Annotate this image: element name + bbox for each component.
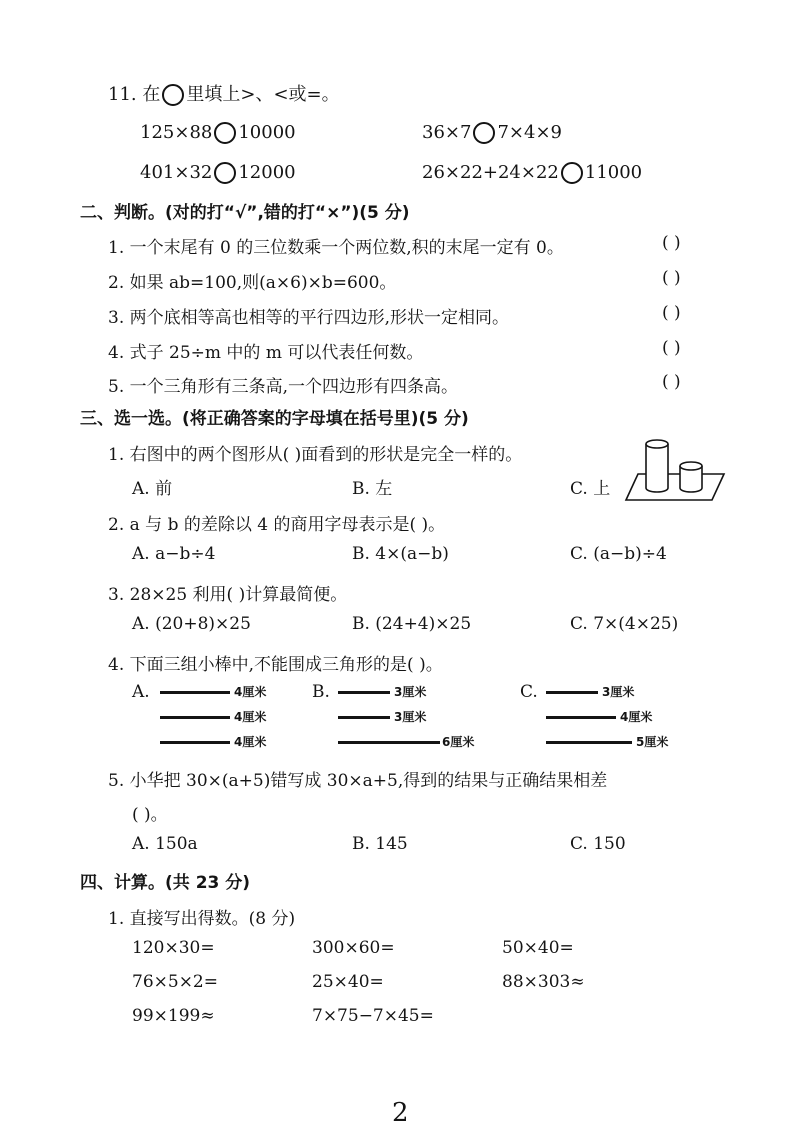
stick-length-label: 4厘米 xyxy=(620,710,653,724)
calc-item: 300×60= xyxy=(312,938,395,958)
section2-title: 二、判断。(对的打“√”,错的打“×”)(5 分) xyxy=(80,203,410,223)
calc-item: 88×303≈ xyxy=(502,972,585,992)
choice-q5-stem-line1: 5. 小华把 30×(a+5)错写成 30×a+5,得到的结果与正确结果相差 xyxy=(108,771,608,791)
choice-q3-option-b[interactable]: B. (24+4)×25 xyxy=(352,614,472,634)
stick-length-label: 6厘米 xyxy=(442,735,475,749)
stick xyxy=(338,716,390,719)
choice-q4-option-c[interactable]: C. xyxy=(520,682,538,702)
answer-circle[interactable] xyxy=(214,122,236,144)
answer-paren[interactable]: ( ) xyxy=(662,233,681,253)
choice-q4-option-b[interactable]: B. xyxy=(312,682,330,702)
choice-q4-stem: 4. 下面三组小棒中,不能围成三角形的是( )。 xyxy=(108,655,443,675)
q11-item-1: 125×88 10000 xyxy=(140,122,296,143)
q11-item-2: 36×7 7×4×9 xyxy=(422,122,562,143)
answer-circle[interactable] xyxy=(473,122,495,144)
judge-item-3: 3. 两个底相等高也相等的平行四边形,形状一定相同。 xyxy=(108,308,510,328)
choice-q3-stem: 3. 28×25 利用( )计算最简便。 xyxy=(108,585,348,605)
stick xyxy=(160,716,230,719)
choice-q1-option-c[interactable]: C. 上 xyxy=(570,479,611,499)
choice-q2-option-c[interactable]: C. (a−b)÷4 xyxy=(570,544,667,564)
stick-length-label: 3厘米 xyxy=(394,685,427,699)
q11-item-3: 401×32 12000 xyxy=(140,162,296,183)
choice-q3-option-a[interactable]: A. (20+8)×25 xyxy=(132,614,251,634)
choice-q4-option-a[interactable]: A. xyxy=(132,682,150,702)
stick-length-label: 4厘米 xyxy=(234,735,267,749)
answer-paren[interactable]: ( ) xyxy=(662,268,681,288)
q11-instruction xyxy=(108,80,340,106)
choice-q1-stem: 1. 右图中的两个图形从( )面看到的形状是完全一样的。 xyxy=(108,445,523,465)
stick xyxy=(338,691,390,694)
stick-length-label: 3厘米 xyxy=(602,685,635,699)
choice-q2-stem: 2. a 与 b 的差除以 4 的商用字母表示是( )。 xyxy=(108,515,446,535)
answer-circle[interactable] xyxy=(214,162,236,184)
compare-circle-icon xyxy=(162,84,184,106)
cylinders-figure xyxy=(624,436,728,502)
choice-q2-option-b[interactable]: B. 4×(a−b) xyxy=(352,544,449,564)
choice-q5-stem-line2: ( )。 xyxy=(132,805,168,825)
calc-item: 120×30= xyxy=(132,938,215,958)
answer-paren[interactable]: ( ) xyxy=(662,372,681,392)
calc-item: 76×5×2= xyxy=(132,972,218,992)
stick xyxy=(546,716,616,719)
calc-item: 99×199≈ xyxy=(132,1006,215,1026)
stick-length-label: 5厘米 xyxy=(636,735,669,749)
q11-prefix: 11. 在 xyxy=(108,84,161,105)
stick-length-label: 3厘米 xyxy=(394,710,427,724)
section3-title: 三、选一选。(将正确答案的字母填在括号里)(5 分) xyxy=(80,409,469,429)
judge-item-1: 1. 一个末尾有 0 的三位数乘一个两位数,积的末尾一定有 0。 xyxy=(108,238,564,258)
q11-suffix: 里填上>、<或=。 xyxy=(186,84,340,105)
choice-q2-option-a[interactable]: A. a−b÷4 xyxy=(132,544,216,564)
stick xyxy=(546,691,598,694)
answer-circle[interactable] xyxy=(561,162,583,184)
section4-sub-title: 1. 直接写出得数。(8 分) xyxy=(108,909,296,929)
section4-title: 四、计算。(共 23 分) xyxy=(80,873,251,893)
choice-q5-option-a[interactable]: A. 150a xyxy=(132,834,198,854)
calc-item: 25×40= xyxy=(312,972,384,992)
choice-q3-option-c[interactable]: C. 7×(4×25) xyxy=(570,614,679,634)
stick-length-label: 4厘米 xyxy=(234,685,267,699)
judge-item-4: 4. 式子 25÷m 中的 m 可以代表任何数。 xyxy=(108,343,424,363)
stick-length-label: 4厘米 xyxy=(234,710,267,724)
page-number: 2 xyxy=(392,1098,409,1128)
stick xyxy=(160,741,230,744)
calc-item: 7×75−7×45= xyxy=(312,1006,434,1026)
stick xyxy=(160,691,230,694)
stick xyxy=(338,741,440,744)
judge-item-5: 5. 一个三角形有三条高,一个四边形有四条高。 xyxy=(108,377,459,397)
choice-q5-option-b[interactable]: B. 145 xyxy=(352,834,408,854)
calc-item: 50×40= xyxy=(502,938,574,958)
choice-q5-option-c[interactable]: C. 150 xyxy=(570,834,626,854)
answer-paren[interactable]: ( ) xyxy=(662,303,681,323)
q11-item-4: 26×22+24×22 11000 xyxy=(422,162,643,183)
judge-item-2: 2. 如果 ab=100,则(a×6)×b=600。 xyxy=(108,273,397,293)
choice-q1-option-a[interactable]: A. 前 xyxy=(132,479,173,499)
answer-paren[interactable]: ( ) xyxy=(662,338,681,358)
choice-q1-option-b[interactable]: B. 左 xyxy=(352,479,393,499)
stick xyxy=(546,741,632,744)
